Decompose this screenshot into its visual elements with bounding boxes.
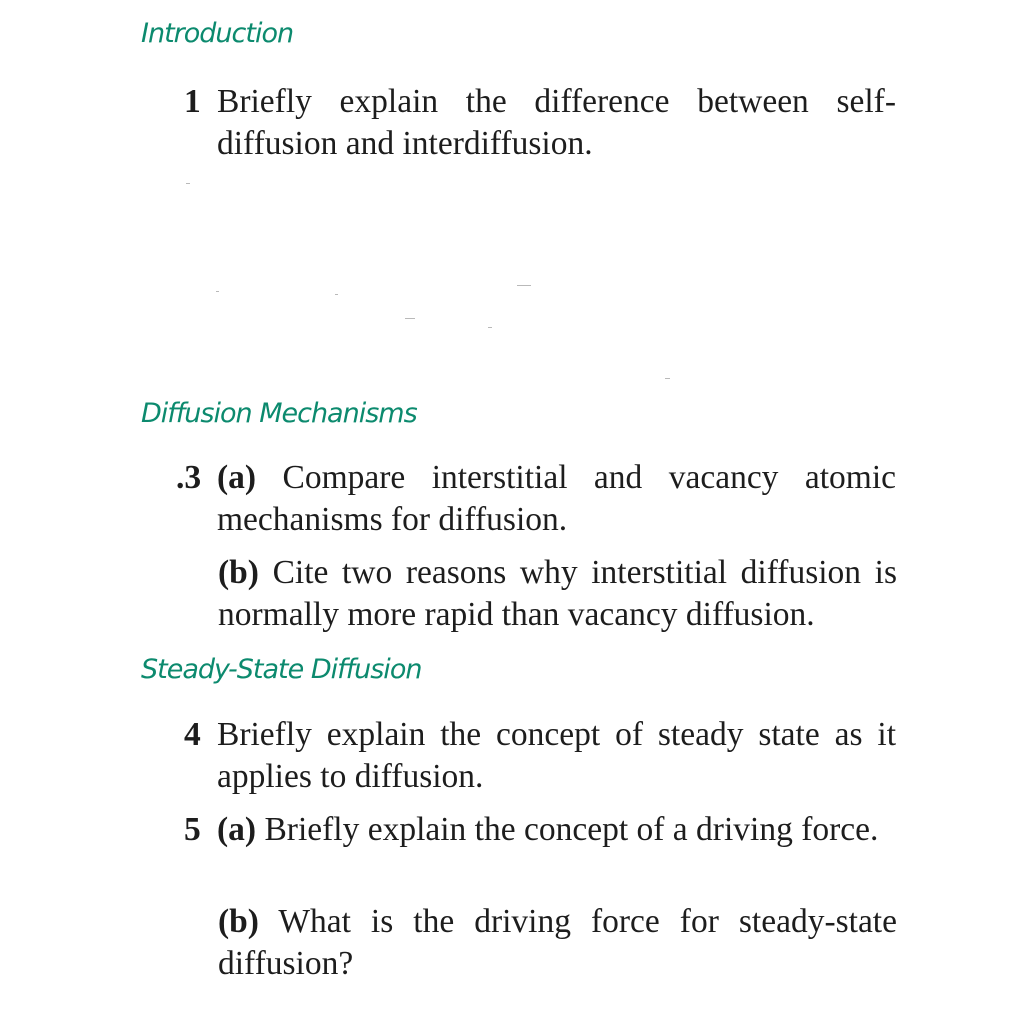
- question-text: Briefly explain the concept of steady state as it applies to diffusion.: [217, 716, 896, 795]
- question-number: 5: [184, 811, 201, 848]
- question-3-part-b: [218, 552, 897, 636]
- section-heading-introduction: Introduction: [141, 18, 294, 49]
- question-number: 1: [184, 83, 201, 120]
- part-a-text: Briefly explain the concept of a driving force.: [264, 811, 879, 848]
- part-b-text: Cite two reasons why interstitial diffusion is normally more rapid than vacancy diffusion.: [218, 554, 897, 633]
- scan-speck: [335, 294, 338, 295]
- part-b-text: What is the driving force for steady-state diffusion?: [218, 903, 897, 982]
- scan-speck: [216, 291, 219, 292]
- part-label-b: (b): [218, 554, 259, 591]
- scan-speck: [405, 318, 415, 319]
- question-number: 4: [184, 716, 201, 753]
- question-1: [184, 81, 896, 165]
- part-label-a: (a): [217, 811, 257, 848]
- section-heading-steady-state-diffusion: Steady-State Diffusion: [141, 654, 422, 685]
- question-text-part-a: [217, 809, 896, 851]
- scan-speck: [186, 183, 190, 184]
- question-5: [184, 809, 896, 851]
- scan-speck: [517, 285, 531, 286]
- question-text: Briefly explain the difference between self-diffusion and interdiffusion.: [217, 83, 896, 162]
- question-3: [176, 457, 896, 541]
- part-label-b: (b): [218, 903, 259, 940]
- scan-speck: [665, 378, 670, 379]
- section-heading-diffusion-mechanisms: Diffusion Mechanisms: [141, 398, 417, 429]
- question-text-part-a: [217, 457, 896, 541]
- part-label-a: (a): [217, 459, 257, 496]
- question-5-part-b: [218, 901, 897, 985]
- question-4: [184, 714, 896, 798]
- part-a-text: Compare interstitial and vacancy atomic mechanisms for diffusion.: [217, 459, 897, 538]
- question-number: .3: [176, 459, 202, 496]
- scan-speck: [488, 327, 492, 328]
